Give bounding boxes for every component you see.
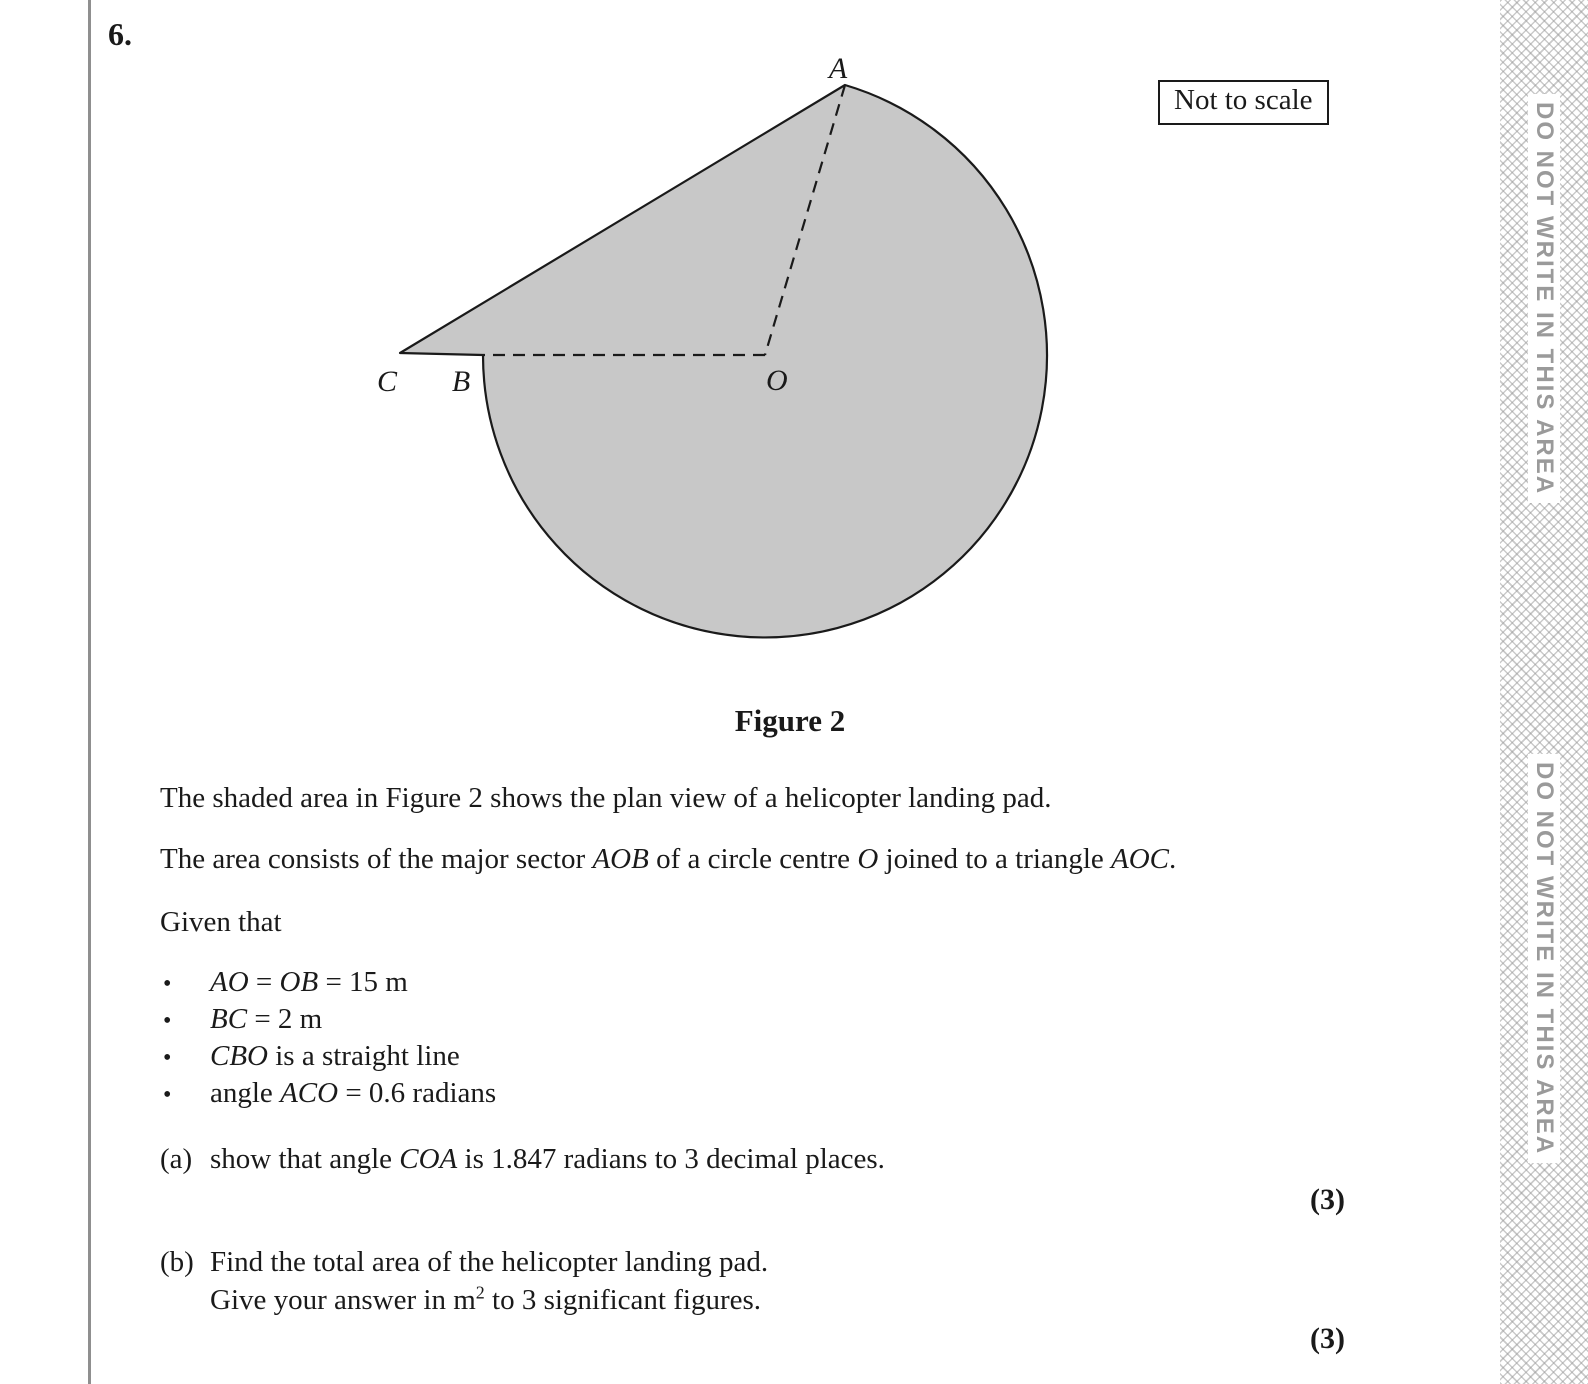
- part-a-label: (a): [160, 1143, 193, 1175]
- list-item: [163, 966, 496, 1003]
- text-run: is 1.847 radians to 3 decimal places.: [457, 1143, 885, 1175]
- question-number: 6.: [108, 16, 132, 52]
- text-run: = 2 m: [247, 1003, 323, 1035]
- do-not-write-text-top: DO NOT WRITE IN THIS AREA: [1528, 94, 1560, 503]
- part-a-text: [210, 1143, 885, 1176]
- point-label-a: A: [828, 52, 848, 85]
- text-run: is a straight line: [268, 1040, 460, 1072]
- text-run: of a circle centre: [648, 843, 858, 875]
- part-b-label: (b): [160, 1246, 194, 1278]
- text-run: Give your answer in m: [210, 1284, 476, 1316]
- point-label-o: O: [766, 364, 788, 397]
- figure-2-diagram: [330, 40, 1090, 680]
- bullet-marker: •: [163, 971, 172, 997]
- point-label-c: C: [376, 365, 398, 398]
- part-b-line2: [210, 1281, 768, 1319]
- part-b: [160, 1243, 768, 1319]
- list-item: [163, 1003, 496, 1040]
- text-run: AOC: [1111, 843, 1170, 875]
- bullet-marker: •: [163, 1045, 172, 1071]
- text-run: show that angle: [210, 1143, 400, 1175]
- bullet-marker: •: [163, 1008, 172, 1034]
- text-run: = 15 m: [318, 966, 408, 998]
- text-run: ACO: [280, 1077, 339, 1109]
- text-run: .: [1169, 843, 1177, 875]
- landing-pad-figure: [330, 40, 1090, 680]
- not-to-scale-box: Not to scale: [1158, 80, 1329, 125]
- landing-pad-shape: [400, 85, 1047, 637]
- text-run: to 3 significant figures.: [484, 1284, 762, 1316]
- text-run: COA: [399, 1143, 458, 1175]
- paragraph-2: [160, 843, 1176, 876]
- list-item: [163, 1040, 496, 1077]
- right-margin-strip: [1500, 0, 1588, 1384]
- point-label-b: B: [451, 365, 471, 398]
- text-run: The area consists of the major sector: [160, 843, 593, 875]
- text-run: =: [248, 966, 280, 998]
- text-run: CBO: [210, 1040, 268, 1072]
- given-heading: Given that: [160, 906, 282, 938]
- text-run: joined to a triangle: [878, 843, 1112, 875]
- bullet-text: [210, 1040, 460, 1073]
- text-run: AOB: [592, 843, 649, 875]
- bullet-text: [210, 1003, 322, 1036]
- given-list: [163, 966, 496, 1114]
- text-run: = 0.6 radians: [338, 1077, 497, 1109]
- text-run: O: [857, 843, 879, 875]
- text-run: BC: [210, 1003, 248, 1035]
- part-b-text: [210, 1243, 768, 1319]
- part-b-line1: Find the total area of the helicopter landing pad.: [210, 1246, 769, 1278]
- part-a-marks: (3): [1310, 1183, 1345, 1216]
- superscript: 2: [475, 1282, 485, 1303]
- paragraph-1: The shaded area in Figure 2 shows the plan view of a helicopter landing pad.: [160, 782, 1052, 814]
- page-left-rule: [88, 0, 91, 1384]
- text-run: AO: [210, 966, 249, 998]
- bullet-text: [210, 966, 408, 999]
- bullet-marker: •: [163, 1082, 172, 1108]
- part-a: [160, 1143, 885, 1176]
- bullet-text: [210, 1077, 496, 1110]
- list-item: [163, 1077, 496, 1114]
- text-run: OB: [279, 966, 319, 998]
- do-not-write-text-bottom: DO NOT WRITE IN THIS AREA: [1528, 754, 1560, 1163]
- figure-caption: Figure 2: [734, 703, 846, 738]
- part-b-marks: (3): [1310, 1322, 1345, 1355]
- text-run: angle: [210, 1077, 281, 1109]
